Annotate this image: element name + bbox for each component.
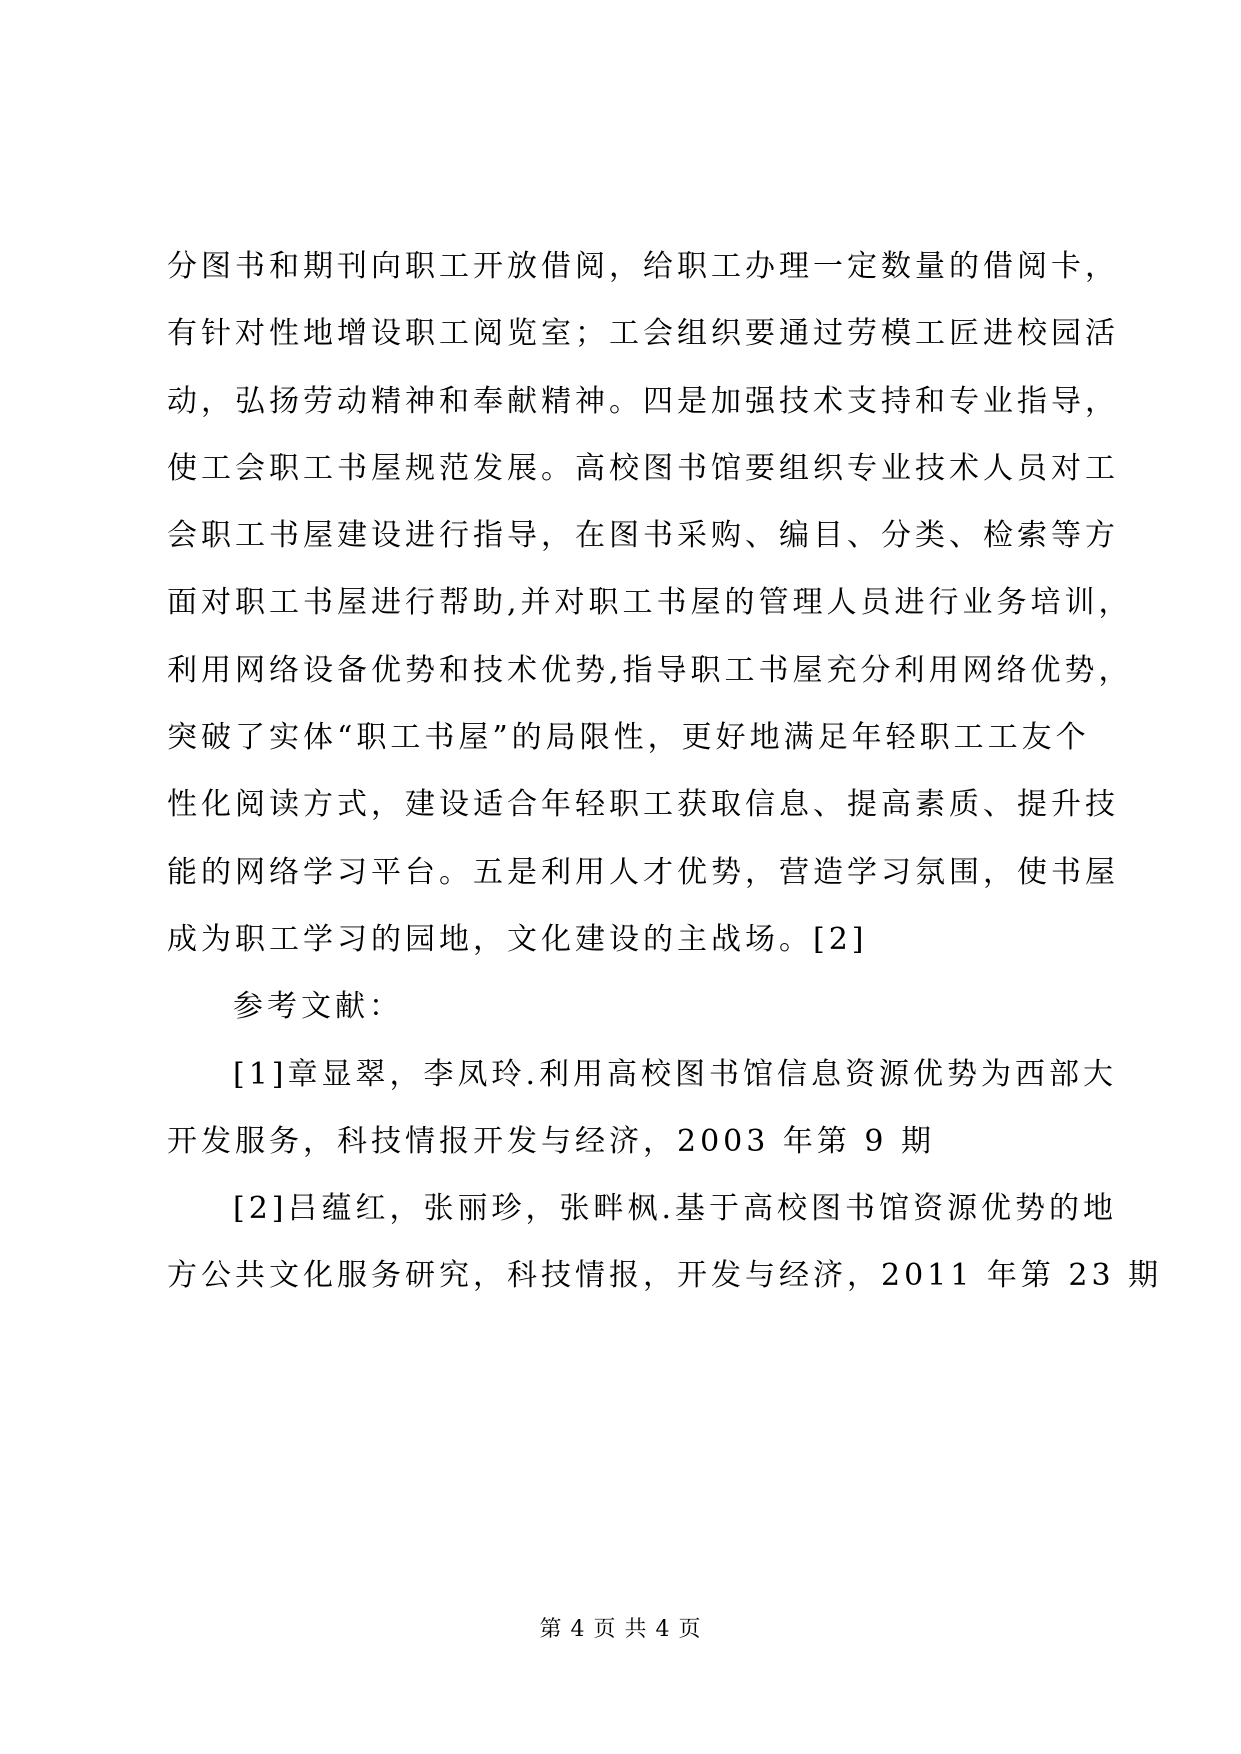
document-body xyxy=(167,233,1163,1310)
paragraph-line: 性化阅读方式，建设适合年轻职工获取信息、提高素质、提升技 xyxy=(167,787,1119,823)
reference-line: [1]章显翠，李凤玲.利用高校图书馆信息资源优势为西部大 xyxy=(233,1056,1118,1092)
paragraph-line: 动，弘扬劳动精神和奉献精神。四是加强技术支持和专业指导， xyxy=(167,383,1119,419)
paragraph-line: 使工会职工书屋规范发展。高校图书馆要组织专业技术人员对工 xyxy=(167,450,1119,486)
paragraph-line: 分图书和期刊向职工开放借阅，给职工办理一定数量的借阅卡， xyxy=(167,249,1119,284)
reference-line: [2]吕蕴红，张丽珍，张畔枫.基于高校图书馆资源优势的地 xyxy=(233,1191,1118,1227)
paragraph-line: 突破了实体“职工书屋”的局限性，更好地满足年轻职工工友个 xyxy=(167,720,1090,756)
paragraph-line: 面对职工书屋进行帮助,并对职工书屋的管理人员进行业务培训， xyxy=(167,585,1133,621)
reference-line: 方公共文化服务研究，科技情报，开发与经济，2011 年第 23 期 xyxy=(167,1258,1163,1294)
reference-item xyxy=(167,1041,1118,1176)
reference-line: 开发服务，科技情报开发与经济，2003 年第 9 期 xyxy=(167,1123,936,1159)
references-heading: 参考文献： xyxy=(233,989,403,1025)
paragraph-line: 利用网络设备优势和技术优势,指导职工书屋充分利用网络优势， xyxy=(167,652,1133,688)
paragraph-line: 能的网络学习平台。五是利用人才优势，营造学习氛围，使书屋 xyxy=(167,854,1119,890)
paragraph-line: 有针对性地增设职工阅览室；工会组织要通过劳模工匠进校园活 xyxy=(167,316,1119,352)
paragraph-line: 成为职工学习的园地，文化建设的主战场。[2] xyxy=(167,921,868,957)
page-number-footer: 第 4 页 共 4 页 xyxy=(539,1617,702,1642)
paragraph-line: 会职工书屋建设进行指导，在图书采购、编目、分类、检索等方 xyxy=(167,518,1119,554)
reference-item xyxy=(167,1175,1163,1310)
